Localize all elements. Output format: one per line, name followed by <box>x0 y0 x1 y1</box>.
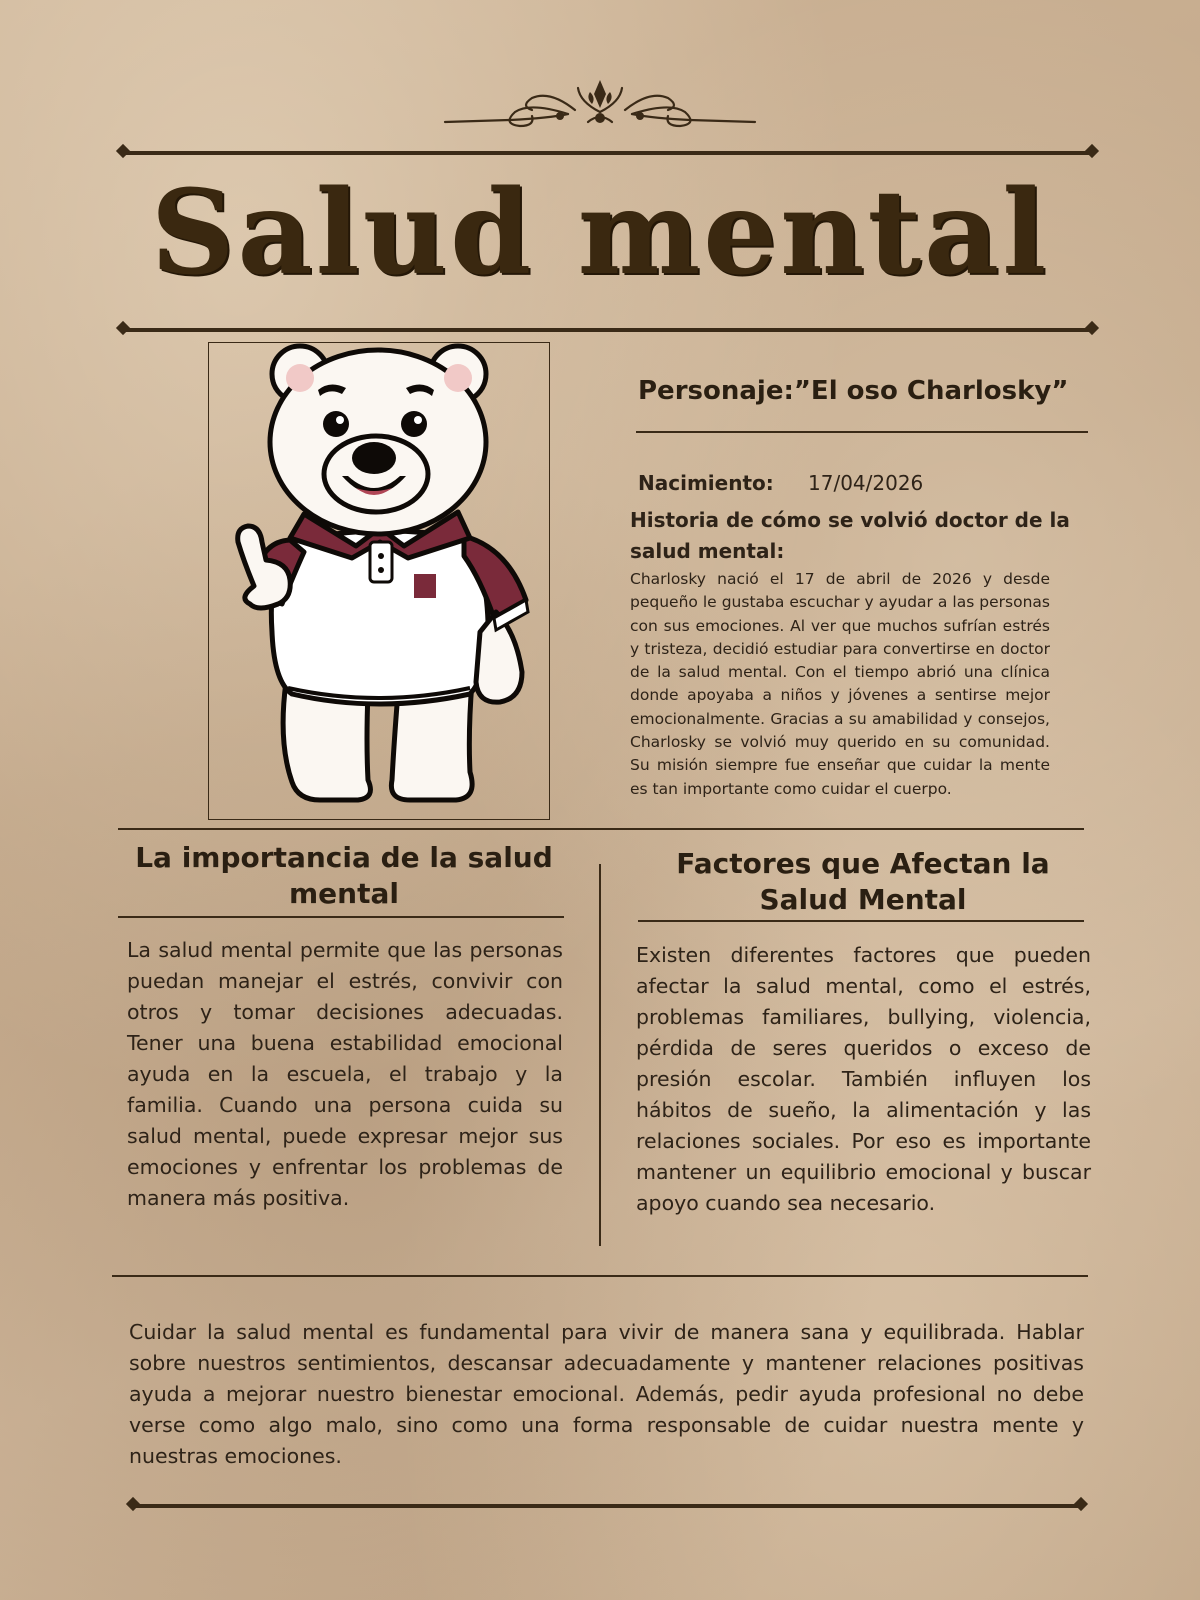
section-left-underline <box>118 916 564 918</box>
character-title-underline <box>636 431 1088 433</box>
column-divider <box>599 864 601 1246</box>
profile-separator <box>118 828 1084 830</box>
bottom-rule <box>134 1504 1080 1508</box>
history-heading: Historia de cómo se volvió doctor de la salud mental: <box>630 508 1070 563</box>
flourish-ornament-icon <box>440 72 760 134</box>
conclusion-paragraph: Cuidar la salud mental es fundamental para vivir de manera sana y equilibrada. Hablar sobre nuestros sentimientos, descansar adecuadamente y mantener relaciones positivas ayuda a mejorar nuestro bienestar emocional. Además, pedir ayuda profesional no debe verse como algo malo, sino como una forma responsable de cuidar nuestra mente y nuestras emociones. <box>129 1320 1084 1468</box>
history-paragraph: Charlosky nació el 17 de abril de 2026 y desde pequeño le gustaba escuchar y ayudar a las personas con sus emociones. Al ver que muchos sufrían estrés y tristeza, decidió estudiar para convertirse en doctor de la salud mental. Con el tiempo abrió una clínica donde apoyaba a niños y jóvenes a sentirse mejor emocionalmente. Gracias a su amabilidad y consejos, Charlosky se volvió muy querido en su comunidad. Su misión siempre fue enseñar que cuidar la mente es tan importante como cuidar el cuerpo. <box>630 570 1050 798</box>
title-top-rule <box>124 151 1091 155</box>
birth-date: 17/04/2026 <box>808 471 924 495</box>
section-right-paragraph: Existen diferentes factores que pueden afectar la salud mental, como el estrés, problemas familiares, bullying, violencia, pérdida de seres queridos o exceso de presión escolar. También influyen los hábitos de sueño, la alimentación y las relaciones sociales. Por eso es importante mantener un equilibrio emocional y buscar apoyo cuando sea necesario. <box>636 943 1091 1215</box>
section-left-heading: La importancia de la salud mental <box>135 841 553 910</box>
character-title: Personaje:”El oso Charlosky” <box>638 376 1069 406</box>
birth-label: Nacimiento: <box>638 471 774 495</box>
bear-doctor-illustration <box>208 342 550 820</box>
section-left-paragraph: La salud mental permite que las personas puedan manejar el estrés, convivir con otros y tomar decisiones adecuadas. Tener una buena estabilidad emocional ayuda en la escuela, el trabajo y la familia. Cuando una persona cuida su salud mental, puede expresar mejor sus emociones y enfrentar los problemas de manera más positiva. <box>127 938 563 1210</box>
page-title: Salud mental <box>150 165 1050 301</box>
conclusion-top-rule <box>112 1275 1088 1277</box>
section-right-underline <box>638 920 1084 922</box>
title-bottom-rule <box>124 328 1091 332</box>
section-right-heading: Factores que Afectan la Salud Mental <box>676 847 1050 916</box>
